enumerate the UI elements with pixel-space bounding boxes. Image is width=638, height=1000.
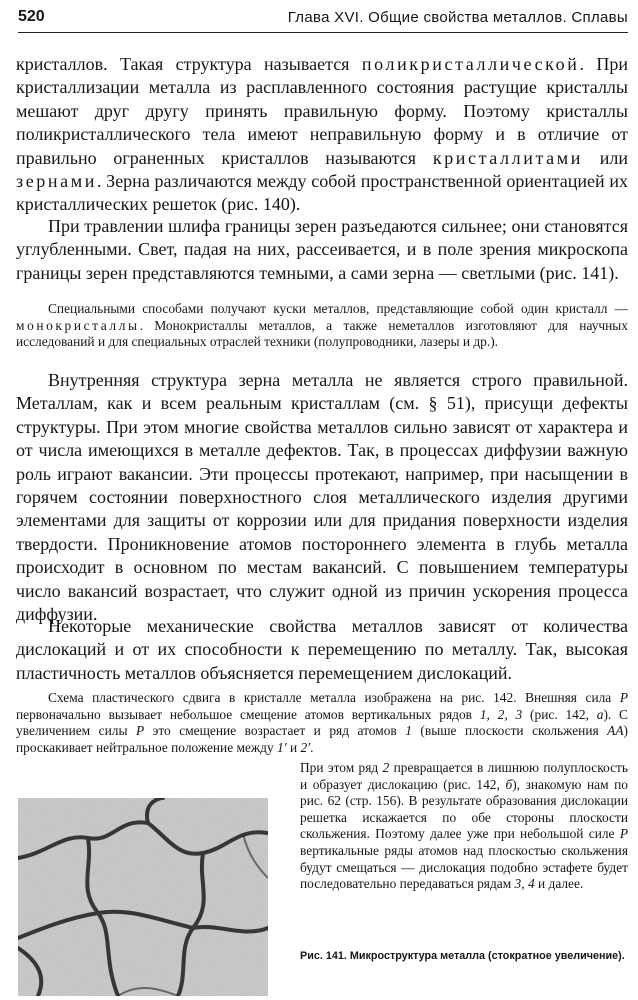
running-head: Глава XVI. Общие свойства металлов. Сплавы	[287, 9, 628, 26]
paragraph-polycrystal: кристаллов. Такая структура называется поликристаллической. При кристаллизации металла из расплавленного состояния растущие кристаллы мешают друг другу принять правильную форму. Поэтому кристаллы поликристаллического тела имеют неправильную форму и в отличие от правильно ограненных кристаллов называются кристаллитами или зернами. Зерна различаются между собой пространственной ориентацией их кристаллических решеток (рис. 140).	[16, 54, 629, 215]
page-header	[18, 8, 628, 33]
emphasis-term: зернами	[16, 171, 97, 192]
figure-side-text: При этом ряд 2 превращается в лишнюю полуплоскость и образует дислокацию (рис. 142, б), знакомую нам по рис. 62 (стр. 156). В результате образования дислокации решетка искажается по обе стороны плоскости скольжения. Поэтому далее уже при небольшой силе P вертикальные ряды атомов над плоскостью скольжения будут смещаться — дислокация подобно эстафете будет последовательно передаваться рядам 3, 4 и далее.	[300, 760, 628, 892]
figure-caption: Рис. 141. Микроструктура металла (стократное увеличение).	[300, 950, 625, 962]
paragraph-plastic-shear: Схема пластического сдвига в кристалле металла изображена на рис. 142. Внешняя сила P первоначально вызывает небольшое смещение атомов вертикальных рядов 1, 2, 3 (рис. 142, а). С увеличением силы P это смещение возрастает и ряд атомов 1 (выше плоскости скольжения AA) проскакивает нейтральное положение между 1′ и 2′.	[16, 690, 628, 755]
microstructure-figure	[18, 798, 268, 996]
paragraph-etching: При травлении шлифа границы зерен разъедаются сильнее; они становятся углубленными. Свет, падая на них, рассеивается, и в поле зрения микроскопа границы зерен представляются темными, а сами зерна — светлыми (рис. 141).	[16, 216, 628, 283]
emphasis-term: кристаллитами	[432, 147, 583, 168]
emphasis-term: поликристаллической	[361, 54, 580, 74]
emphasis-term: монокристаллы	[16, 317, 140, 333]
paragraph-monocrystal: Специальными способами получают куски металлов, представляющие собой один кристалл — монокристаллы. Монокристаллы металлов, а также неметаллов изготовляют для научных исследований и для специальных отраслей техники (полупроводники, лазеры и др.).	[16, 301, 628, 350]
paragraph-dislocations: Некоторые механические свойства металлов зависят от количества дислокаций и от их способности к перемещению по металлу. Так, высокая пластичность металлов объясняется перемещением дислокаций.	[16, 616, 628, 683]
page-number: 520	[18, 8, 45, 25]
paragraph-defects: Внутренняя структура зерна металла не является строго правильной. Металлам, как и всем реальным кристаллам (см. § 51), присущи дефекты структуры. При этом многие свойства металлов сильно зависят от характера и от числа имеющихся в металле дефектов. Так, в процессах диффузии важную роль играют вакансии. Эти процессы протекают, например, при насыщении в горячем состоянии поверхностного слоя металлического изделия другими элементами для защиты от коррозии или для придания поверхности изделия твердости. Проникновение атомов постороннего элемента в глубь металла происходит в основном по местам вакансий. С повышением температуры число вакансий возрастает, что служит одной из причин ускорения процесса диффузии.	[16, 370, 628, 625]
